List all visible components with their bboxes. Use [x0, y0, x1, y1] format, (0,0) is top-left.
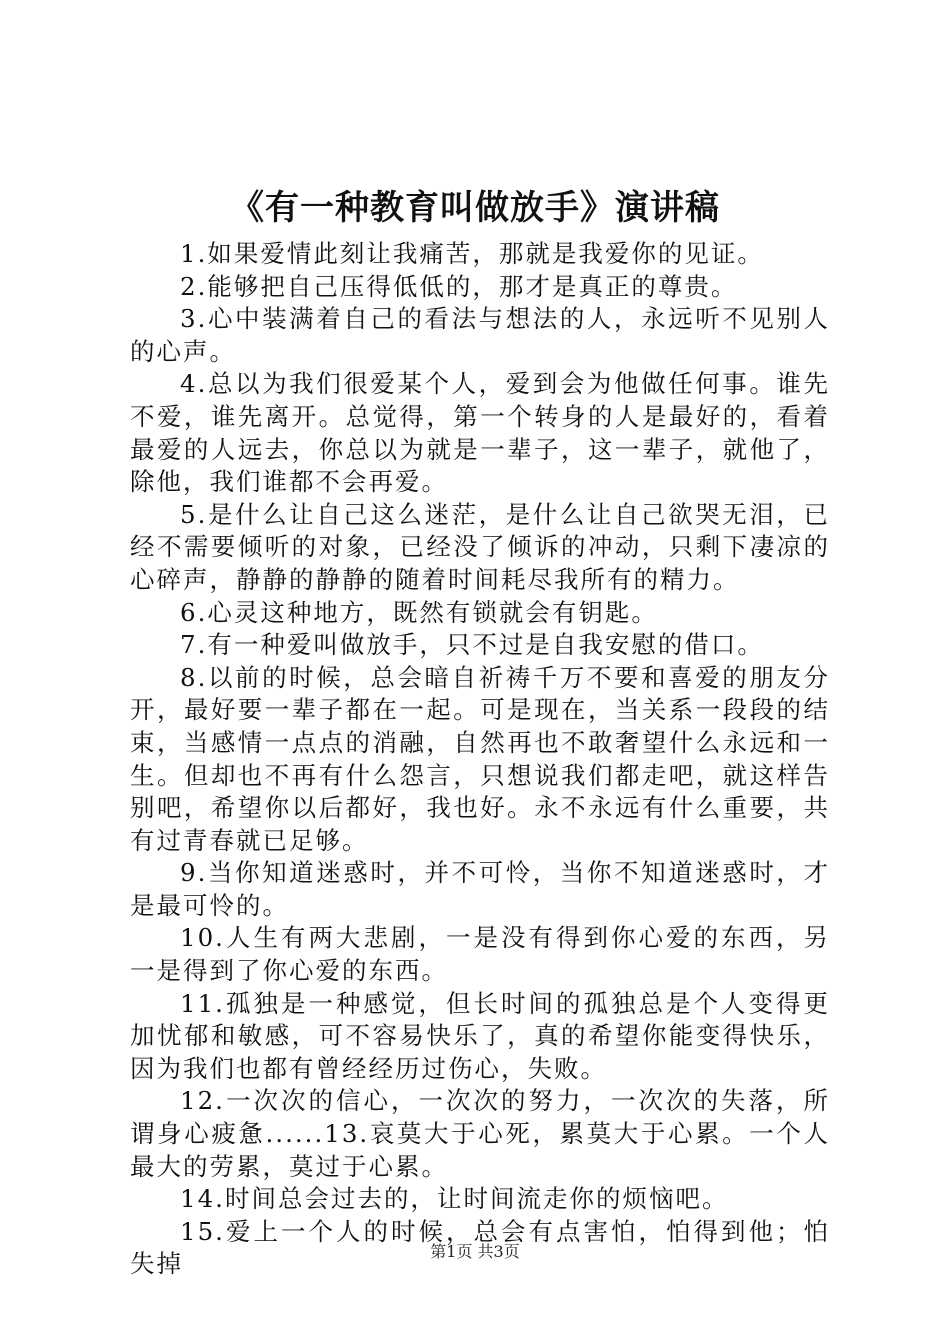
page-footer: 第1页 共3页: [430, 1242, 520, 1261]
paragraph-7: 7.有一种爱叫做放手，只不过是自我安慰的借口。: [180, 630, 764, 660]
paragraph-10: 10.人生有两大悲剧，一是没有得到你心爱的东西，另一是得到了你心爱的东西。: [130, 923, 830, 986]
paragraph-1: 1.如果爱情此刻让我痛苦，那就是我爱你的见证。: [180, 239, 764, 268]
paragraph-12: 12.一次次的信心，一次次的努力，一次次的失落，所谓身心疲惫......13.哀莫大于心死，累莫大于心累。一个人最大的劳累，莫过于心累。: [130, 1086, 830, 1181]
paragraph-9: 9.当你知道迷惑时，并不可怜，当你不知道迷惑时，才是最可怜的。: [130, 858, 830, 920]
paragraph-4: 4.总以为我们很爱某个人，爱到会为他做任何事。谁先不爱，谁先离开。总觉得，第一个转身的人是最好的，看着最爱的人远去，你总以为就是一辈子，这一辈子，就他了，除他，我们谁都不会再爱。: [130, 369, 830, 497]
paragraph-6: 6.心灵这种地方，既然有锁就会有钥匙。: [180, 597, 658, 627]
paragraph-15: 15.爱上一个人的时候，总会有点害怕，怕得到他；怕失掉: [130, 1216, 830, 1279]
paragraph-5: 5.是什么让自己这么迷茫，是什么让自己欲哭无泪，已经不需要倾听的对象，已经没了倾诉的冲动，只剩下凄凉的心碎声，静静的静静的随着时间耗尽我所有的精力。: [130, 499, 830, 594]
paragraph-8: 8.以前的时候，总会暗自祈祷千万不要和喜爱的朋友分开，最好要一辈子都在一起。可是现在，当关系一段段的结束，当感情一点点的消融，自然再也不敢奢望什么永远和一生。但却也不再有什么怨言，只想说我们都走吧，就这样告别吧，希望你以后都好，我也好。永不永远有什么重要，共有过青春就已足够。: [130, 662, 830, 855]
paragraph-2: 2.能够把自己压得低低的，那才是真正的尊贵。: [180, 271, 738, 301]
paragraph-11: 11.孤独是一种感觉，但长时间的孤独总是个人变得更加忧郁和敏感，可不容易快乐了，真的希望你能变得快乐，因为我们也都有曾经经历过伤心，失败。: [130, 988, 830, 1083]
document-body: [130, 238, 830, 1281]
document-title: 《有一种教育叫做放手》演讲稿: [230, 188, 720, 228]
paragraph-14: 14.时间总会过去的，让时间流走你的烦恼吧。: [180, 1184, 729, 1214]
paragraph-3: 3.心中装满着自己的看法与想法的人，永远听不见别人的心声。: [130, 304, 830, 366]
